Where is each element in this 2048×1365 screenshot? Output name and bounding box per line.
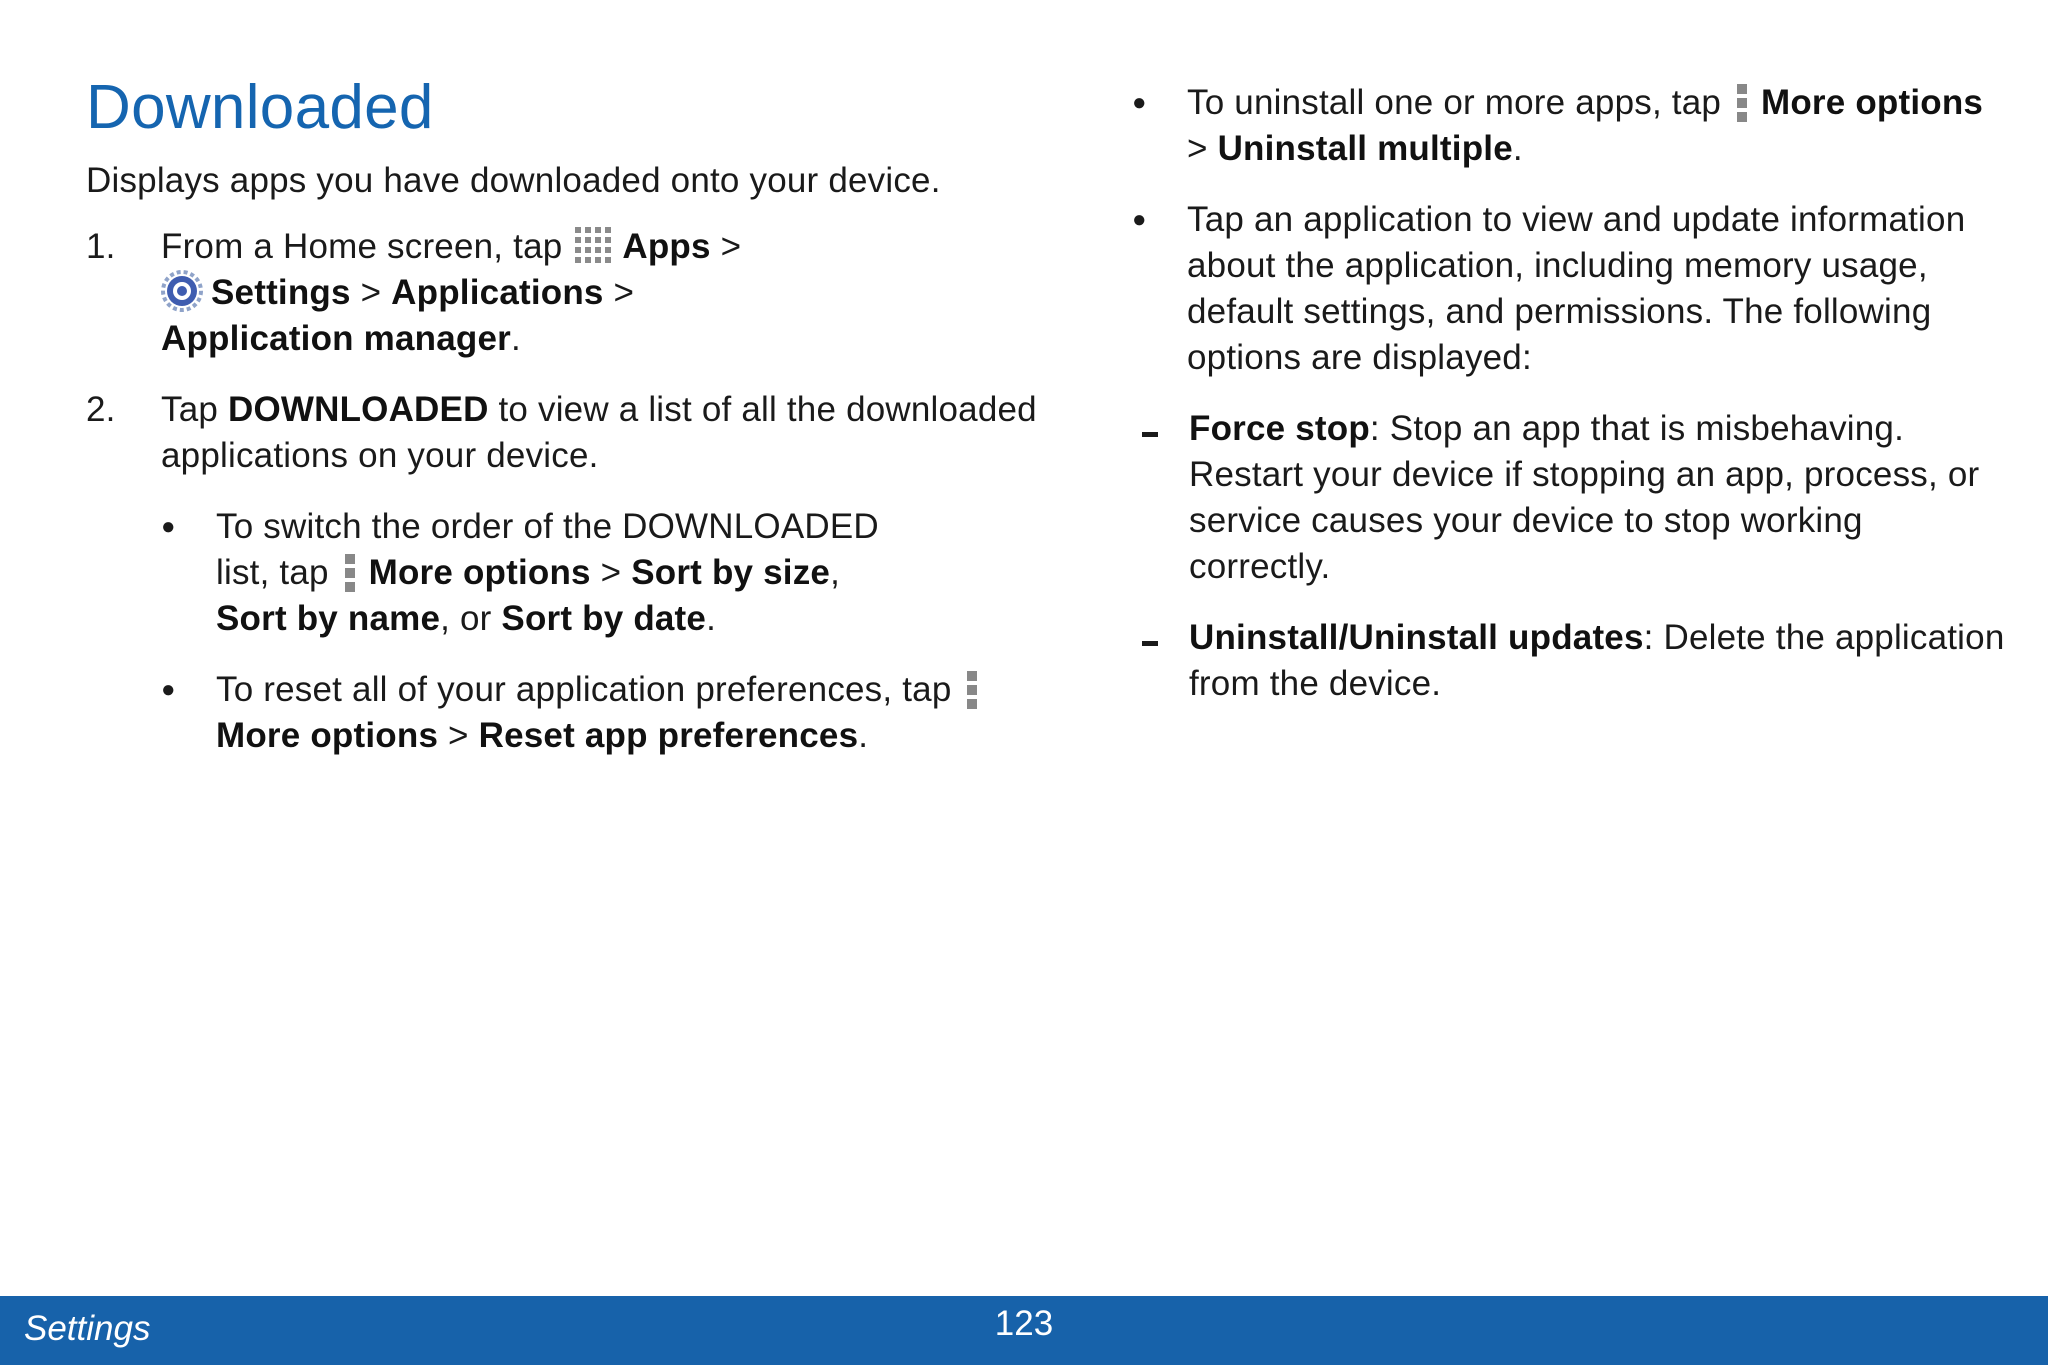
more-options-icon xyxy=(967,671,977,709)
sort-by-size-label: Sort by size xyxy=(631,553,831,592)
option-description: : Stop an app that is misbehaving. Restart your device if stopping an app, process, or service causes your device to stop working correctly. xyxy=(1189,409,1980,586)
option-term: Force stop xyxy=(1189,409,1370,448)
period: . xyxy=(858,716,869,755)
page-number: 123 xyxy=(994,1304,1054,1343)
intro-text: Displays apps you have downloaded onto your device. xyxy=(86,161,941,200)
more-options-label: More options xyxy=(1760,83,1984,122)
step-1-prefix: From a Home screen, tap xyxy=(161,227,573,266)
reset-app-preferences-label: Reset app preferences xyxy=(478,716,859,755)
separator: > xyxy=(438,716,479,755)
bullet-dot: ● xyxy=(1132,89,1147,116)
more-options-icon xyxy=(1737,84,1747,122)
more-options-label: More options xyxy=(368,553,591,592)
step-number: 2. xyxy=(86,390,116,429)
separator: > xyxy=(710,227,742,266)
step-number: 1. xyxy=(86,227,116,266)
separator: > xyxy=(1187,129,1218,168)
period: . xyxy=(510,319,521,358)
bullet-text: To reset all of your application preferences, tap xyxy=(216,670,962,709)
bullet-text: To uninstall one or more apps, tap xyxy=(1187,83,1731,122)
footer-bar xyxy=(0,1296,2048,1365)
downloaded-label: DOWNLOADED xyxy=(227,390,489,429)
settings-gear-icon xyxy=(161,270,203,312)
bullet-dot: ● xyxy=(1132,206,1147,233)
period: . xyxy=(706,599,717,638)
dash-marker xyxy=(1142,641,1158,646)
period: . xyxy=(1512,129,1523,168)
bullet-uninstall-multiple xyxy=(1132,80,2012,172)
step-2 xyxy=(86,387,1046,479)
option-term: Uninstall/Uninstall updates xyxy=(1189,618,1644,657)
more-options-icon xyxy=(345,554,355,592)
bullet-text: To switch the order of the DOWNLOADED list, tap xyxy=(216,507,879,592)
more-options-label: More options xyxy=(216,716,439,755)
sort-by-date-label: Sort by date xyxy=(501,599,707,638)
uninstall-multiple-label: Uninstall multiple xyxy=(1217,129,1513,168)
step-2-prefix: Tap xyxy=(161,390,228,429)
step-1 xyxy=(86,224,1046,362)
page-title: Downloaded xyxy=(86,73,434,142)
bullet-sort-order xyxy=(161,504,936,642)
apps-label: Apps xyxy=(622,227,711,266)
option-description: : Delete the application from the device. xyxy=(1189,618,2005,703)
bullet-reset-preferences xyxy=(161,667,1066,759)
settings-label: Settings xyxy=(211,273,351,312)
separator: > xyxy=(590,553,632,592)
bullet-view-app-info xyxy=(1132,197,2012,381)
dash-marker xyxy=(1142,432,1158,437)
comma: , xyxy=(830,553,841,592)
option-force-stop xyxy=(1132,406,2012,590)
applications-label: Applications xyxy=(391,273,604,312)
sort-by-name-label: Sort by name xyxy=(216,599,441,638)
apps-grid-icon xyxy=(572,224,614,266)
conjunction: , or xyxy=(440,599,502,638)
bullet-text: Tap an application to view and update information about the application, including memory usage, default settings, and permissions. The following options are displayed: xyxy=(1187,200,1966,377)
footer-section-label: Settings xyxy=(24,1309,151,1348)
application-manager-label: Application manager xyxy=(161,319,511,358)
left-column xyxy=(86,70,1046,759)
separator: > xyxy=(350,273,392,312)
option-list xyxy=(1132,406,2012,707)
bullet-dot: ● xyxy=(161,676,176,703)
separator: > xyxy=(603,273,635,312)
right-column xyxy=(1132,80,2012,707)
step-2-text: to view a list of all the downloaded applications on your device. xyxy=(161,390,1037,475)
bullet-dot: ● xyxy=(161,513,176,540)
left-bullet-list xyxy=(161,504,1046,759)
option-uninstall xyxy=(1132,615,2012,707)
